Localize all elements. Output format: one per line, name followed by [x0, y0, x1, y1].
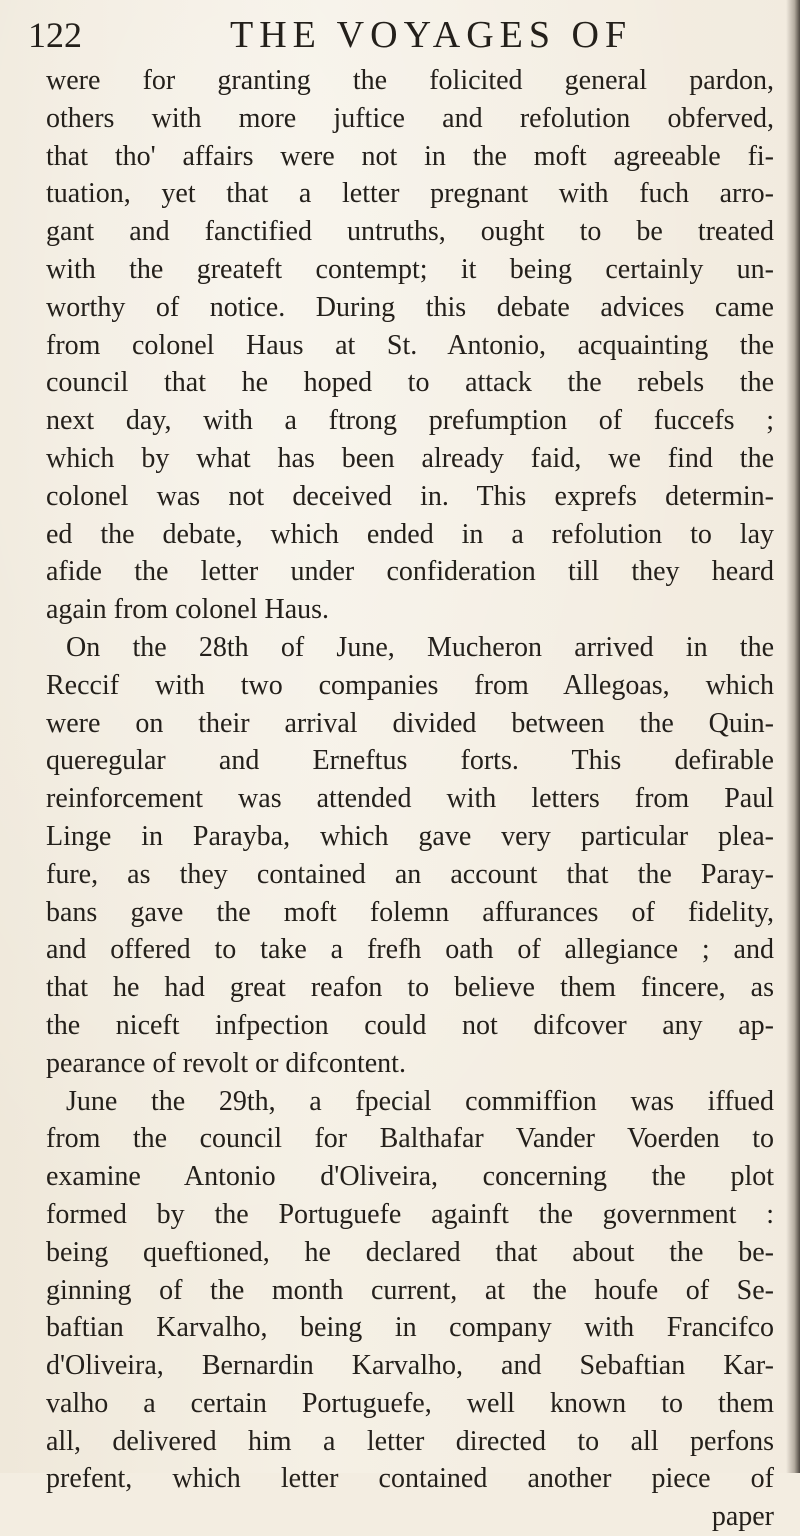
text-line: the niceft infpection could not difcover any ap- — [46, 1009, 774, 1041]
text-line: from colonel Haus at St. Antonio, acquainting the — [46, 329, 774, 361]
page-header — [0, 10, 800, 60]
text-line: were on their arrival divided between the Quin- — [46, 707, 774, 739]
text-line: queregular and Erneftus forts. This defirable — [46, 745, 774, 777]
text-line: from the council for Balthafar Vander Voerden to — [46, 1123, 774, 1155]
page-number: 122 — [28, 15, 82, 55]
text-line: prefent, which letter contained another piece of — [46, 1463, 774, 1495]
text-line: colonel was not deceived in. This exprefs determin- — [46, 480, 774, 512]
text-line: which by what has been already faid, we find the — [46, 442, 774, 474]
catchword: paper — [711, 1501, 774, 1533]
text-line: council that he hoped to attack the rebels the — [46, 367, 774, 399]
text-line: again from colonel Haus. — [46, 594, 330, 626]
running-head: THE VOYAGES OF — [230, 14, 633, 56]
text-line: valho a certain Portuguefe, well known to them — [46, 1387, 774, 1419]
text-line: bans gave the moft folemn affurances of fidelity, — [46, 896, 774, 928]
text-line: gant and fanctified untruths, ought to be treated — [46, 216, 774, 248]
text-line: being queftioned, he declared that about the be- — [46, 1236, 774, 1268]
text-line: ed the debate, which ended in a refolution to lay — [46, 518, 774, 550]
text-line: afide the letter under confideration till they heard — [46, 556, 774, 588]
text-line: d'Oliveira, Bernardin Karvalho, and Sebaftian Kar- — [46, 1350, 774, 1382]
page-edge-shadow — [786, 0, 800, 1473]
text-line: with the greateft contempt; it being certainly un- — [46, 253, 774, 285]
text-line: all, delivered him a letter directed to all perfons — [46, 1425, 774, 1457]
paragraph-start-line: June the 29th, a fpecial commiffion was iffued — [66, 1085, 774, 1117]
text-line: formed by the Portuguefe againft the government : — [46, 1198, 774, 1230]
text-line: and offered to take a frefh oath of allegiance ; and — [46, 934, 774, 966]
text-line: Reccif with two companies from Allegoas, which — [46, 669, 774, 701]
text-line: examine Antonio d'Oliveira, concerning the plot — [46, 1161, 774, 1193]
paragraph-start-line: On the 28th of June, Mucheron arrived in the — [66, 631, 774, 663]
text-line: reinforcement was attended with letters from Paul — [46, 783, 774, 815]
text-line: fure, as they contained an account that the Paray- — [46, 858, 774, 890]
text-line: that tho' affairs were not in the moft agreeable fi- — [46, 140, 774, 172]
text-line: pearance of revolt or difcontent. — [46, 1047, 406, 1079]
text-line: ginning of the month current, at the houfe of Se- — [46, 1274, 774, 1306]
text-line: Linge in Parayba, which gave very particular plea- — [46, 820, 774, 852]
text-line: tuation, yet that a letter pregnant with fuch arro- — [46, 178, 774, 210]
body-text — [46, 62, 774, 1536]
text-line: others with more juftice and refolution obferved, — [46, 102, 774, 134]
text-line: that he had great reafon to believe them fincere, as — [46, 972, 774, 1004]
text-line: were for granting the folicited general pardon, — [46, 65, 774, 96]
text-line: next day, with a ftrong prefumption of fuccefs ; — [46, 405, 774, 437]
text-line: baftian Karvalho, being in company with Francifco — [46, 1312, 774, 1344]
text-line: worthy of notice. During this debate advices came — [46, 291, 774, 323]
